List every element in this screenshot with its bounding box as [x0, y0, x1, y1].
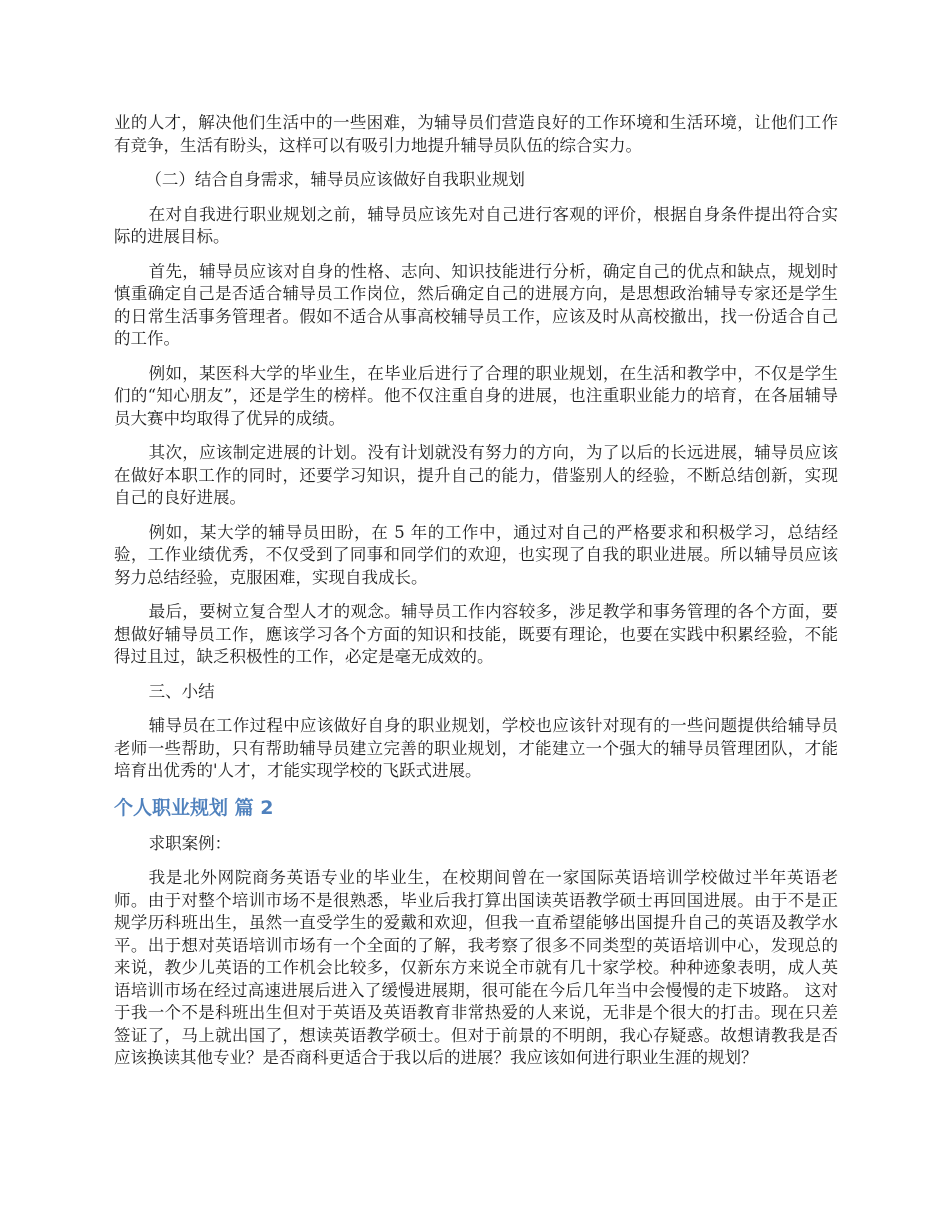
- paragraph: 例如，某医科大学的毕业生，在毕业后进行了合理的职业规划，在生活和教学中，不仅是学生们的“知心朋友”，还是学生的榜样。他不仅注重自身的进展，也注重职业能力的培育，在各届辅导员大赛中均取得了优异的成绩。: [114, 363, 838, 428]
- paragraph: 求职案例：: [148, 833, 232, 853]
- paragraph: 业的人才，解决他们生活中的一些困难，为辅导员们营造良好的工作环境和生活环境，让他们工作有竞争，生活有盼头，这样可以有吸引力地提升辅导员队伍的综合实力。: [114, 113, 838, 155]
- paragraph: 在对自我进行职业规划之前，辅导员应该先对自己进行客观的评价，根据自身条件提出符合实际的进展目标。: [114, 204, 838, 246]
- paragraph: 我是北外网院商务英语专业的毕业生，在校期间曾在一家国际英语培训学校做过半年英语老师。由于对整个培训市场不是很熟悉，毕业后我打算出国读英语教学硕士再回国进展。由于不是正规学历科班出生，虽然一直受学生的爱戴和欢迎，但我一直希望能够出国提升自己的英语及教学水平。出于想对英语培训市场有一个全面的了解，我考察了很多不同类型的英语培训中心，发现总的来说，教少儿英语的工作机会比较多，仅新东方来说全市就有几十家学校。种种迹象表明，成人英语培训市场在经过高速进展后进入了缓慢进展期，很可能在今后几年当中会慢慢的走下坡路。 这对于我一个不是科班出生但对于英语及英语教育非常热爱的人来说，无非是个很大的打击。现在只差签证了，马上就出国了，想读英语教学硕士。但对于前景的不明朗，我心存疑惑。故想请教我是否应该换读其他专业？是否商科更适合于我以后的进展？我应该如何进行职业生涯的规划？: [114, 868, 838, 1067]
- paragraph: 辅导员在工作过程中应该做好自身的职业规划，学校也应该针对现有的一些问题提供给辅导员老师一些帮助，只有帮助辅导员建立完善的职业规划，才能建立一个强大的辅导员管理团队，才能培育出优秀的'人才，才能实现学校的飞跃式进展。: [114, 716, 838, 780]
- paragraph: 最后，要树立复合型人才的观念。辅导员工作内容较多，涉足教学和事务管理的各个方面，要想做好辅导员工作，應该学习各个方面的知识和技能，既要有理论，也要在实践中积累经验，不能得过且过，缺乏积极性的工作，必定是毫无成效的。: [114, 602, 838, 666]
- section-title: 个人职业规划 篇 2: [114, 796, 274, 819]
- subheading: 三、小结: [148, 681, 215, 701]
- subheading: （二）结合自身需求，辅导员应该做好自我职业规划: [145, 170, 525, 189]
- paragraph: 例如，某大学的辅导员田盼，在 5 年的工作中，通过对自己的严格要求和积极学习，总结经验，工作业绩优秀，不仅受到了同事和同学们的欢迎，也实现了自我的职业进展。所以辅导员应该努力总结经验，克服困难，实现自我成长。: [114, 522, 838, 587]
- paragraph: 其次，应该制定进展的计划。没有计划就没有努力的方向，为了以后的长远进展，辅导员应该在做好本职工作的同时，还要学习知识，提升自己的能力，借鉴别人的经验，不断总结创新，实现自己的良好进展。: [114, 443, 838, 507]
- paragraph: 首先，辅导员应该对自身的性格、志向、知识技能进行分析，确定自己的优点和缺点，规划时慎重确定自己是否适合辅导员工作岗位，然后确定自己的进展方向，是思想政治辅导专家还是学生的日常生活事务管理者。假如不适合从事高校辅导员工作，应该及时从高校撤出，找一份适合自己的工作。: [114, 261, 838, 348]
